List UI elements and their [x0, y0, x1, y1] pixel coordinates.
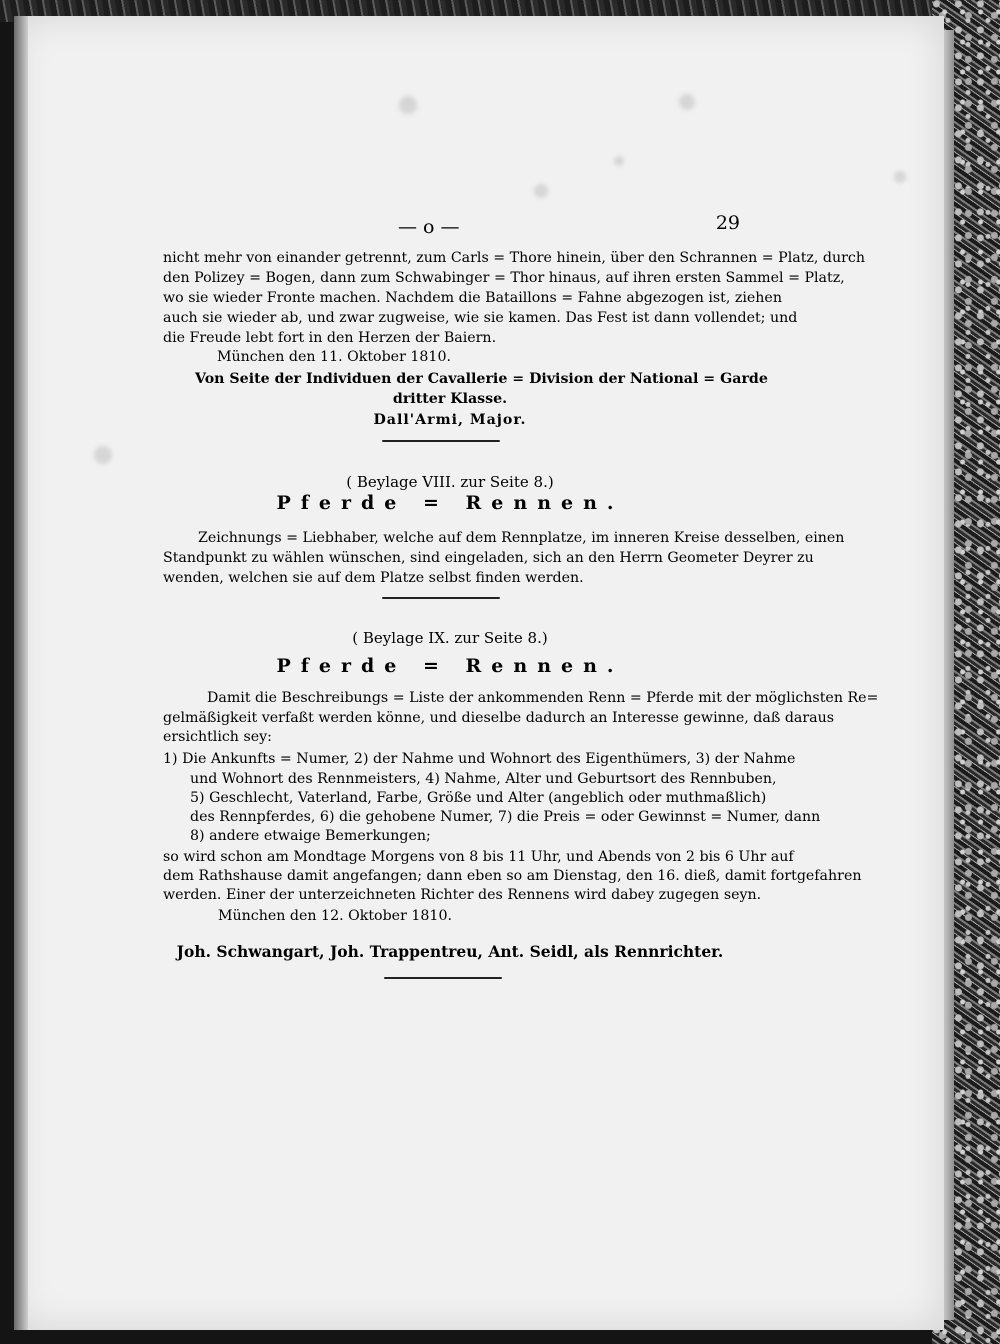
list-line: 8) andere etwaige Bemerkungen;: [190, 828, 431, 844]
section-heading: Pferde = Rennen.: [276, 655, 624, 677]
text-line: dem Rathshause damit angefangen; dann eben so am Dienstag, den 16. dieß, damit fortgefahren: [163, 868, 862, 884]
foxing-spot: [894, 171, 906, 183]
text-line: Zeichnungs = Liebhaber, welche auf dem Rennplatze, im inneren Kreise desselben, einen: [198, 530, 845, 546]
signature-line: dritter Klasse.: [392, 391, 508, 407]
section-divider: [382, 597, 500, 599]
signature-name: Dall'Armi, Major.: [373, 412, 527, 428]
foxing-spot: [614, 156, 624, 166]
dateline: München den 12. Oktober 1810.: [218, 908, 452, 924]
signature-line: Joh. Schwangart, Joh. Trappentreu, Ant. Seidl, als Rennrichter.: [176, 942, 724, 961]
text-line: gelmäßigkeit verfaßt werden könne, und dieselbe dadurch an Interesse gewinne, daß daraus: [163, 710, 835, 726]
text-line: wenden, welchen sie auf dem Platze selbst finden werden.: [163, 570, 584, 586]
foxing-spot: [94, 446, 112, 464]
foxing-spot: [534, 184, 548, 198]
text-line: wo sie wieder Fronte machen. Nachdem die Bataillons = Fahne abgezogen ist, ziehen: [163, 290, 782, 306]
page-number: 29: [715, 212, 740, 234]
list-line: des Rennpferdes, 6) die gehobene Numer, 7) die Preis = oder Gewinnst = Numer, dann: [190, 809, 821, 825]
text-line: die Freude lebt fort in den Herzen der Baiern.: [163, 330, 497, 346]
signature-line: Von Seite der Individuen der Cavallerie = Division der National = Garde: [195, 371, 768, 387]
text-line: auch sie wieder ab, und zwar zugweise, wie sie kamen. Das Fest ist dann vollendet; und: [163, 310, 798, 326]
page-gutter-shadow: [14, 16, 28, 1330]
appendix-label: ( Beylage VIII. zur Seite 8.): [346, 473, 554, 491]
list-line: 1) Die Ankunfts = Numer, 2) der Nahme und Wohnort des Eigenthümers, 3) der Nahme: [163, 751, 796, 767]
section-divider: [382, 440, 500, 442]
dateline: München den 11. Oktober 1810.: [217, 349, 451, 365]
foxing-spot: [399, 96, 417, 114]
text-line: werden. Einer der unterzeichneten Richter des Rennens wird dabey zugegen seyn.: [163, 887, 762, 903]
text-line: den Polizey = Bogen, dann zum Schwabinger = Thor hinaus, auf ihren ersten Sammel = Platz,: [163, 270, 845, 286]
foxing-spot: [679, 94, 695, 110]
list-line: 5) Geschlecht, Vaterland, Farbe, Größe und Alter (angeblich oder muthmaßlich): [190, 790, 767, 806]
text-line: Standpunkt zu wählen wünschen, sind eingeladen, sich an den Herrn Geometer Deyrer zu: [163, 550, 814, 566]
list-line: und Wohnort des Rennmeisters, 4) Nahme, Alter und Geburtsort des Rennbuben,: [190, 771, 777, 787]
header-ornament: — o —: [398, 216, 460, 238]
appendix-label: ( Beylage IX. zur Seite 8.): [352, 629, 548, 647]
text-line: ersichtlich sey:: [163, 729, 272, 745]
section-divider: [384, 977, 502, 979]
text-line: Damit die Beschreibungs = Liste der ankommenden Renn = Pferde mit der möglichsten Re=: [207, 690, 879, 706]
page-header: [150, 212, 740, 240]
section-heading: Pferde = Rennen.: [276, 492, 624, 514]
text-line: so wird schon am Mondtage Morgens von 8 bis 11 Uhr, und Abends von 2 bis 6 Uhr auf: [163, 849, 794, 865]
text-line: nicht mehr von einander getrennt, zum Carls = Thore hinein, über den Schrannen = Platz, durch: [163, 250, 865, 266]
